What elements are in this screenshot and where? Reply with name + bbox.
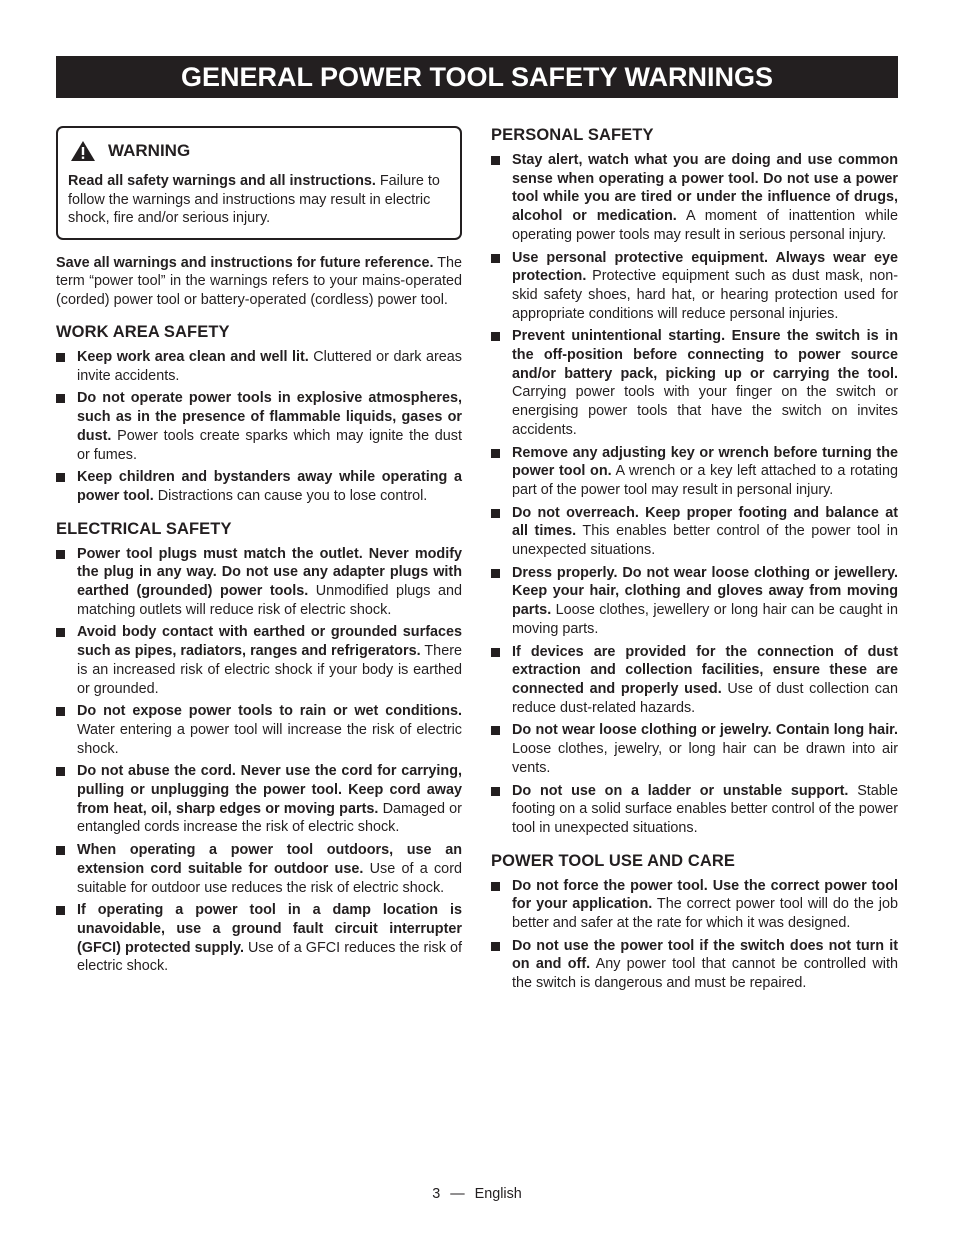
right-column	[491, 126, 898, 1007]
list-item	[491, 877, 898, 933]
list-item-bold: Use personal protective equipment. Always wear eye protection.	[512, 249, 898, 285]
footer-separator: —	[450, 1186, 465, 1202]
intro-paragraph	[56, 254, 462, 310]
list-item-bold: Avoid body contact with earthed or grounded surfaces such as pipes, radiators, ranges and refrigerators.	[77, 624, 462, 660]
intro-bold: Save all warnings and instructions for future reference.	[56, 254, 434, 271]
page-number: 3	[432, 1186, 441, 1202]
square-bullet-icon	[56, 628, 65, 637]
list-item-text: Distractions can cause you to lose control.	[153, 487, 428, 504]
list-item-text: Any power tool that cannot be controlled with the switch is dangerous and must be repaired.	[512, 956, 898, 992]
square-bullet-icon	[491, 648, 500, 657]
list-item-bold: Do not wear loose clothing or jewelry. Contain long hair.	[512, 722, 898, 739]
list-item	[491, 721, 898, 777]
list-item-bold: If devices are provided for the connection of dust extraction and collection facilities, ensure these are connected and properly used.	[512, 643, 898, 697]
section-title-electrical: ELECTRICAL SAFETY	[56, 519, 232, 538]
list-item-text: Water entering a power tool will increase the risk of electric shock.	[77, 721, 462, 757]
list-item-text: This enables better control of the power tool in unexpected situations.	[512, 523, 898, 559]
square-bullet-icon	[491, 787, 500, 796]
list-item-text: A wrench or a key left attached to a rotating part of the power tool may result in personal injury.	[512, 463, 898, 498]
list-item-bold: Do not expose power tools to rain or wet conditions.	[77, 703, 462, 720]
list-item-text: Cluttered or dark areas invite accidents.	[77, 349, 462, 384]
footer-language: English	[474, 1186, 522, 1202]
list-item	[56, 762, 462, 837]
list-item	[491, 504, 898, 560]
list-item-text: Protective equipment such as dust mask, non-skid safety shoes, hard hat, or hearing protection used for appropriate conditions will reduce personal injuries.	[512, 268, 898, 322]
personal-list	[491, 151, 898, 838]
square-bullet-icon	[491, 509, 500, 518]
power-tool-use-list	[491, 877, 898, 993]
warning-heading: WARNING	[108, 141, 191, 160]
list-item	[491, 564, 898, 639]
list-item	[56, 841, 462, 897]
list-item-bold: Remove any adjusting key or wrench before turning the power tool on.	[512, 444, 898, 480]
list-item	[56, 702, 462, 758]
list-item-bold: Do not operate power tools in explosive atmospheres, such as in the presence of flammable liquids, gases or dust.	[77, 390, 462, 444]
list-item	[56, 468, 462, 505]
list-item-text: Loose clothes, jewellery or long hair can be caught in moving parts.	[512, 602, 898, 637]
list-item	[56, 545, 462, 620]
square-bullet-icon	[56, 353, 65, 362]
warning-text	[68, 172, 450, 228]
list-item-bold: Keep work area clean and well lit.	[77, 349, 309, 365]
list-item-bold: When operating a power tool outdoors, use an extension cord suitable for outdoor use.	[77, 842, 462, 877]
electrical-list	[56, 545, 462, 976]
square-bullet-icon	[491, 569, 500, 578]
square-bullet-icon	[491, 332, 500, 341]
square-bullet-icon	[56, 473, 65, 482]
list-item-bold: Do not use on a ladder or unstable support.	[512, 782, 849, 799]
square-bullet-icon	[491, 254, 500, 263]
square-bullet-icon	[491, 449, 500, 458]
list-item-text: Damaged or entangled cords increase the risk of electric shock.	[77, 800, 462, 836]
list-item	[491, 249, 898, 324]
list-item	[491, 444, 898, 500]
square-bullet-icon	[56, 906, 65, 915]
list-item-text: Use of a GFCI reduces the risk of electric shock.	[77, 939, 462, 975]
square-bullet-icon	[56, 550, 65, 559]
square-bullet-icon	[56, 767, 65, 776]
list-item-bold: Do not abuse the cord. Never use the cord for carrying, pulling or unplugging the power tool. Keep cord away from heat, oil, sharp edges or moving parts.	[77, 763, 462, 817]
list-item-text: Carrying power tools with your finger on the switch or energising power tools that have the switch on invites accidents.	[512, 384, 898, 438]
warning-body: Failure to follow the warnings and instructions may result in electric shock, fire and/or serious injury.	[68, 173, 440, 226]
list-item-bold: Prevent unintentional starting. Ensure the switch is in the off-position before connecting to power source and/or battery pack, picking up or carrying the tool.	[512, 328, 898, 382]
warning-header	[68, 140, 450, 162]
list-item-text: The correct power tool will do the job better and safer at the rate for which it was designed.	[512, 896, 898, 932]
square-bullet-icon	[56, 707, 65, 716]
list-item-text: A moment of inattention while operating power tools may result in serious personal injury.	[512, 208, 898, 243]
section-title-power-tool-use: POWER TOOL USE AND CARE	[491, 851, 736, 870]
list-item-text: Loose clothes, jewelry, or long hair can be drawn into air vents.	[512, 741, 898, 776]
left-column	[56, 126, 462, 990]
square-bullet-icon	[56, 394, 65, 403]
list-item-bold: Keep children and bystanders away while operating a power tool.	[77, 469, 462, 504]
warning-triangle-icon	[70, 140, 96, 162]
page-footer	[0, 1186, 954, 1202]
list-item	[56, 623, 462, 698]
list-item	[491, 937, 898, 993]
list-item-bold: If operating a power tool in a damp location is unavoidable, use a ground fault circuit interrupter (GFCI) protected supply.	[77, 902, 462, 956]
list-item-text: Use of dust collection can reduce dust-related hazards.	[512, 680, 898, 716]
list-item-text: There is an increased risk of electric shock if your body is earthed or grounded.	[77, 643, 462, 697]
list-item-bold: Dress properly. Do not wear loose clothing or jewellery. Keep your hair, clothing and gloves away from moving parts.	[512, 564, 898, 619]
list-item-bold: Power tool plugs must match the outlet. Never modify the plug in any way. Do not use any adapter plugs with earthed (grounded) power tools.	[77, 545, 462, 600]
list-item-text: Stable footing on a solid surface enables better control of the power tool in unexpected situations.	[512, 782, 898, 836]
list-item	[56, 389, 462, 464]
list-item-bold: Do not force the power tool. Use the correct power tool for your application.	[512, 877, 898, 913]
list-item	[491, 643, 898, 718]
list-item	[491, 151, 898, 245]
list-item-bold: Stay alert, watch what you are doing and use common sense when operating a power tool. Do not use a power tool while you are tired or under the influence of drugs, alcohol or medication.	[512, 152, 898, 225]
list-item	[56, 348, 462, 385]
section-title-personal: PERSONAL SAFETY	[491, 126, 654, 144]
list-item	[491, 782, 898, 838]
square-bullet-icon	[491, 942, 500, 951]
list-item-bold: Do not use the power tool if the switch does not turn it on and off.	[512, 937, 898, 973]
warning-bold: Read all safety warnings and all instructions.	[68, 173, 376, 189]
list-item	[491, 327, 898, 439]
square-bullet-icon	[491, 156, 500, 165]
list-item-text: Unmodified plugs and matching outlets will reduce risk of electric shock.	[77, 583, 462, 618]
list-item-text: Use of a cord suitable for outdoor use reduces the risk of electric shock.	[77, 860, 462, 896]
section-title-work-area: WORK AREA SAFETY	[56, 323, 230, 341]
square-bullet-icon	[491, 726, 500, 735]
square-bullet-icon	[491, 882, 500, 891]
list-item-text: Power tools create sparks which may ignite the dust or fumes.	[77, 427, 462, 463]
page-title: GENERAL POWER TOOL SAFETY WARNINGS	[180, 61, 774, 92]
title-bar	[56, 56, 898, 98]
square-bullet-icon	[56, 846, 65, 855]
work-area-list	[56, 348, 462, 506]
list-item-bold: Do not overreach. Keep proper footing and balance at all times.	[512, 504, 898, 540]
list-item	[56, 901, 462, 976]
intro-body: The term “power tool” in the warnings refers to your mains-operated (corded) power tool or battery-operated (cordless) power tool.	[56, 254, 462, 308]
warning-box	[56, 126, 462, 240]
